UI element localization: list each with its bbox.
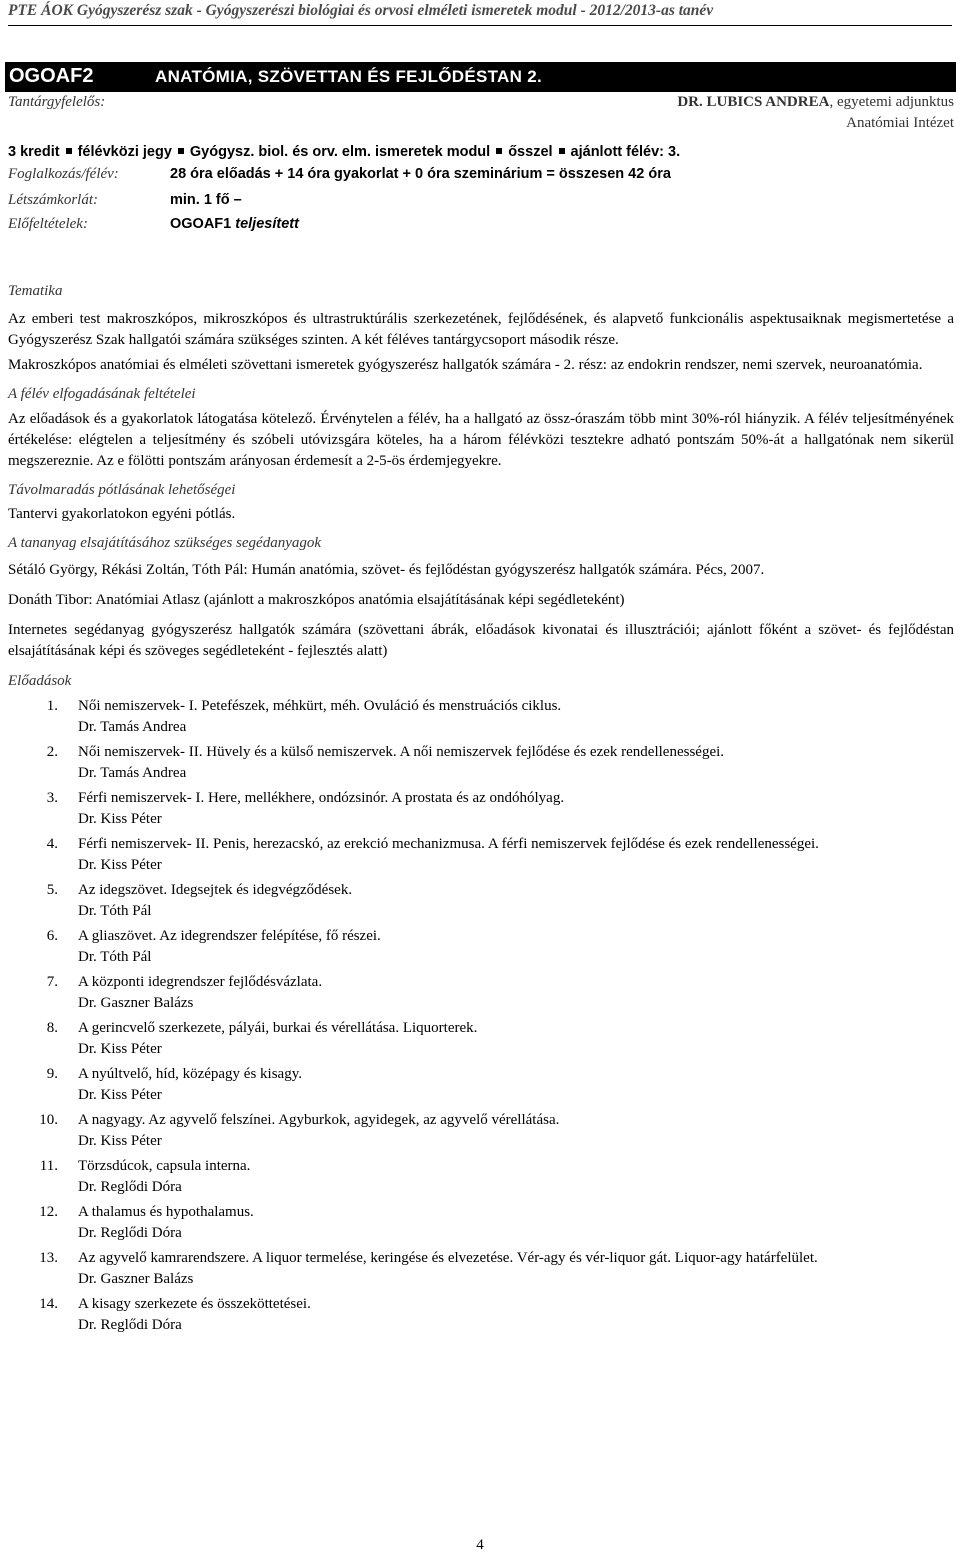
material-item: Donáth Tibor: Anatómiai Atlasz (ajánlott a makroszkópos anatómia elsajátításának képi segédleteként) (8, 592, 625, 608)
recommended-semester: ajánlott félév: 3. (570, 144, 681, 160)
course-code: OGOAF2 (9, 65, 94, 87)
lecture-item (8, 1018, 954, 1060)
lecture-number: 11. (39, 1158, 58, 1174)
lecture-item (8, 696, 954, 738)
lecture-number: 10. (39, 1112, 58, 1128)
absence-paragraph: Tantervi gyakorlatokon egyéni pótlás. (8, 506, 236, 522)
responsible-title: , egyetemi adjunktus (829, 94, 954, 110)
lecture-item (8, 742, 954, 784)
lecture-title: A kisagy szerkezete és összeköttetései. (78, 1296, 311, 1312)
lecture-lecturer: Dr. Reglődi Dóra (78, 1317, 182, 1333)
lecture-title: Férfi nemiszervek- II. Penis, herezacskó, az erekció mechanizmusa. A férfi nemiszervek fejlődése és ezek rendellenességei. (78, 836, 819, 852)
lecture-item (8, 972, 954, 1014)
lecture-number: 8. (46, 1020, 58, 1036)
lecture-lecturer: Dr. Kiss Péter (78, 811, 162, 827)
responsible-name: DR. LUBICS ANDREA (677, 94, 830, 110)
lecture-title: A gliaszövet. Az idegrendszer felépítése, fő részei. (78, 928, 381, 944)
lecture-lecturer: Dr. Tóth Pál (78, 949, 152, 965)
lecture-number: 12. (39, 1204, 58, 1220)
credits: 3 kredit (8, 144, 60, 160)
lecture-title: A nagyagy. Az agyvelő felszínei. Agyburkok, agyidegek, az agyvelő vérellátása. (78, 1112, 560, 1128)
hours-label: Foglalkozás/félév: (8, 166, 119, 182)
limit-value: min. 1 fő – (170, 192, 242, 208)
lecture-item (8, 1294, 954, 1336)
lecture-item (8, 1202, 954, 1244)
square-bullet-icon (559, 148, 565, 154)
lecture-number: 7. (46, 974, 58, 990)
lecture-title: A központi idegrendszer fejlődésvázlata. (78, 974, 323, 990)
lecture-item (8, 834, 954, 876)
lecture-lecturer: Dr. Tamás Andrea (78, 765, 187, 781)
responsible-label: Tantárgyfelelős: (8, 94, 106, 110)
hours-value: 28 óra előadás + 14 óra gyakorlat + 0 óra szeminárium = összesen 42 óra (170, 166, 671, 182)
lecture-number: 13. (39, 1250, 58, 1266)
prereq-code: OGOAF1 (170, 216, 232, 232)
responsible-person (677, 94, 954, 111)
lecture-title: Női nemiszervek- I. Petefészek, méhkürt, méh. Ovuláció és menstruációs ciklus. (78, 698, 562, 714)
lecture-lecturer: Dr. Reglődi Dóra (78, 1179, 182, 1195)
course-description (8, 281, 954, 1336)
page-number: 4 (476, 1537, 484, 1553)
lecture-lecturer: Dr. Tamás Andrea (78, 719, 187, 735)
prereq-status: teljesített (235, 216, 299, 232)
lecture-item (8, 926, 954, 968)
lecture-title: Az agyvelő kamrarendszere. A liquor termelése, keringése és elvezetése. Vér-agy és vér-liquor gát. Liquor-agy határfelület. (78, 1250, 818, 1266)
material-item: Sétáló György, Rékási Zoltán, Tóth Pál: Humán anatómia, szövet- és fejlődéstan gyógyszerész hallgatók számára. Pécs, 2007. (8, 562, 765, 578)
lecture-lecturer: Dr. Kiss Péter (78, 1087, 162, 1103)
lecture-title: A gerincvelő szerkezete, pályái, burkai és vérellátása. Liquorterek. (78, 1020, 478, 1036)
absence-heading: Távolmaradás pótlásának lehetőségei (8, 482, 236, 498)
lecture-lecturer: Dr. Gaszner Balázs (78, 995, 194, 1011)
prereq-label: Előfeltételek: (8, 216, 88, 232)
responsible-institute: Anatómiai Intézet (846, 115, 954, 131)
tematika-paragraph-1: Az emberi test makroszkópos, mikroszkópos és ultrastruktúrális szerkezetének, fejlődésének, és alapvető funkcionális aspektusaiknak megismertetése a Gyógyszerész Szak hallgatói számára szükséges szinten. A két féléves tantárgycsoport második része. (8, 311, 954, 348)
module-name: Gyógysz. biol. és orv. elm. ismeretek modul (189, 144, 491, 160)
lecture-lecturer: Dr. Reglődi Dóra (78, 1225, 182, 1241)
materials-heading: A tananyag elsajátításához szükséges segédanyagok (8, 535, 322, 551)
lecture-lecturer: Dr. Gaszner Balázs (78, 1271, 194, 1287)
acceptance-heading: A félév elfogadásának feltételei (8, 386, 196, 402)
acceptance-paragraph: Az előadások és a gyakorlatok látogatása kötelező. Érvénytelen a félév, ha a hallgató az össz-óraszám több mint 30%-ról hiányzik. A félév teljesítményének értékelése: elégtelen a teljesítmény és szóbeli utóvizsgára köteles, ha a három félévközi tesztekre adható pontszám 50%-át a hallgatónak nem sikerül megszereznie. Az e fölötti pontszám arányosan érdemesít a 2-5-ös érdemjegyekre. (8, 411, 954, 469)
lecture-title: Férfi nemiszervek- I. Here, mellékhere, ondózsinór. A prostata és az ondóhólyag. (78, 790, 565, 806)
lecture-title: Törzsdúcok, capsula interna. (78, 1158, 251, 1174)
lecture-number: 4. (46, 836, 58, 852)
prereq-value (170, 216, 299, 232)
tematika-paragraph-2: Makroszkópos anatómiai és elméleti szövettani ismeretek gyógyszerész hallgatók számára - 2. rész: az endokrin rendszer, nemi szervek, neuroanatómia. (8, 357, 923, 373)
tematika-heading: Tematika (8, 283, 63, 299)
lecture-number: 2. (46, 744, 58, 760)
lecture-item (8, 788, 954, 830)
course-name: ANATÓMIA, SZÖVETTAN ÉS FEJLŐDÉSTAN 2. (155, 67, 543, 86)
lecture-number: 6. (46, 928, 58, 944)
course-title-bar (5, 62, 956, 92)
lecture-number: 3. (46, 790, 58, 806)
lecture-item (8, 1110, 954, 1152)
material-item: Internetes segédanyag gyógyszerész hallgatók számára (szövettani ábrák, előadások kivonatai és illusztrációi; ajánlott főként a szövet- és fejlődéstan elsajátításának képi és szöveges segédleteként - fejlesztés alatt) (8, 622, 954, 659)
lecture-lecturer: Dr. Tóth Pál (78, 903, 152, 919)
lecture-title: A thalamus és hypothalamus. (78, 1204, 254, 1220)
lecture-lecturer: Dr. Kiss Péter (78, 1041, 162, 1057)
lecture-number: 1. (46, 698, 58, 714)
lecture-number: 5. (46, 882, 58, 898)
lecture-item (8, 1248, 954, 1290)
lecture-item (8, 1156, 954, 1198)
lecture-title: A nyúltvelő, híd, középagy és kisagy. (78, 1066, 302, 1082)
grade-type: félévközi jegy (77, 144, 172, 160)
lectures-heading: Előadások (8, 673, 72, 689)
lecture-lecturer: Dr. Kiss Péter (78, 857, 162, 873)
square-bullet-icon (496, 148, 502, 154)
credits-line (8, 144, 680, 160)
lecture-number: 14. (39, 1296, 58, 1312)
running-header: PTE ÁOK Gyógyszerész szak - Gyógyszerészi biológiai és orvosi elméleti ismeretek modul - 2012/2013-as tanév (8, 2, 952, 26)
lecture-lecturer: Dr. Kiss Péter (78, 1133, 162, 1149)
lecture-title: Női nemiszervek- II. Hüvely és a külső nemiszervek. A női nemiszervek fejlődése és ezek rendellenességei. (78, 744, 725, 760)
square-bullet-icon (178, 148, 184, 154)
limit-label: Létszámkorlát: (8, 192, 98, 208)
lecture-title: Az idegszövet. Idegsejtek és idegvégződések. (78, 882, 353, 898)
lecture-item (8, 880, 954, 922)
square-bullet-icon (66, 148, 72, 154)
semester-season: ősszel (508, 144, 553, 160)
lecture-item (8, 1064, 954, 1106)
lecture-list (8, 696, 954, 1336)
lecture-number: 9. (46, 1066, 58, 1082)
